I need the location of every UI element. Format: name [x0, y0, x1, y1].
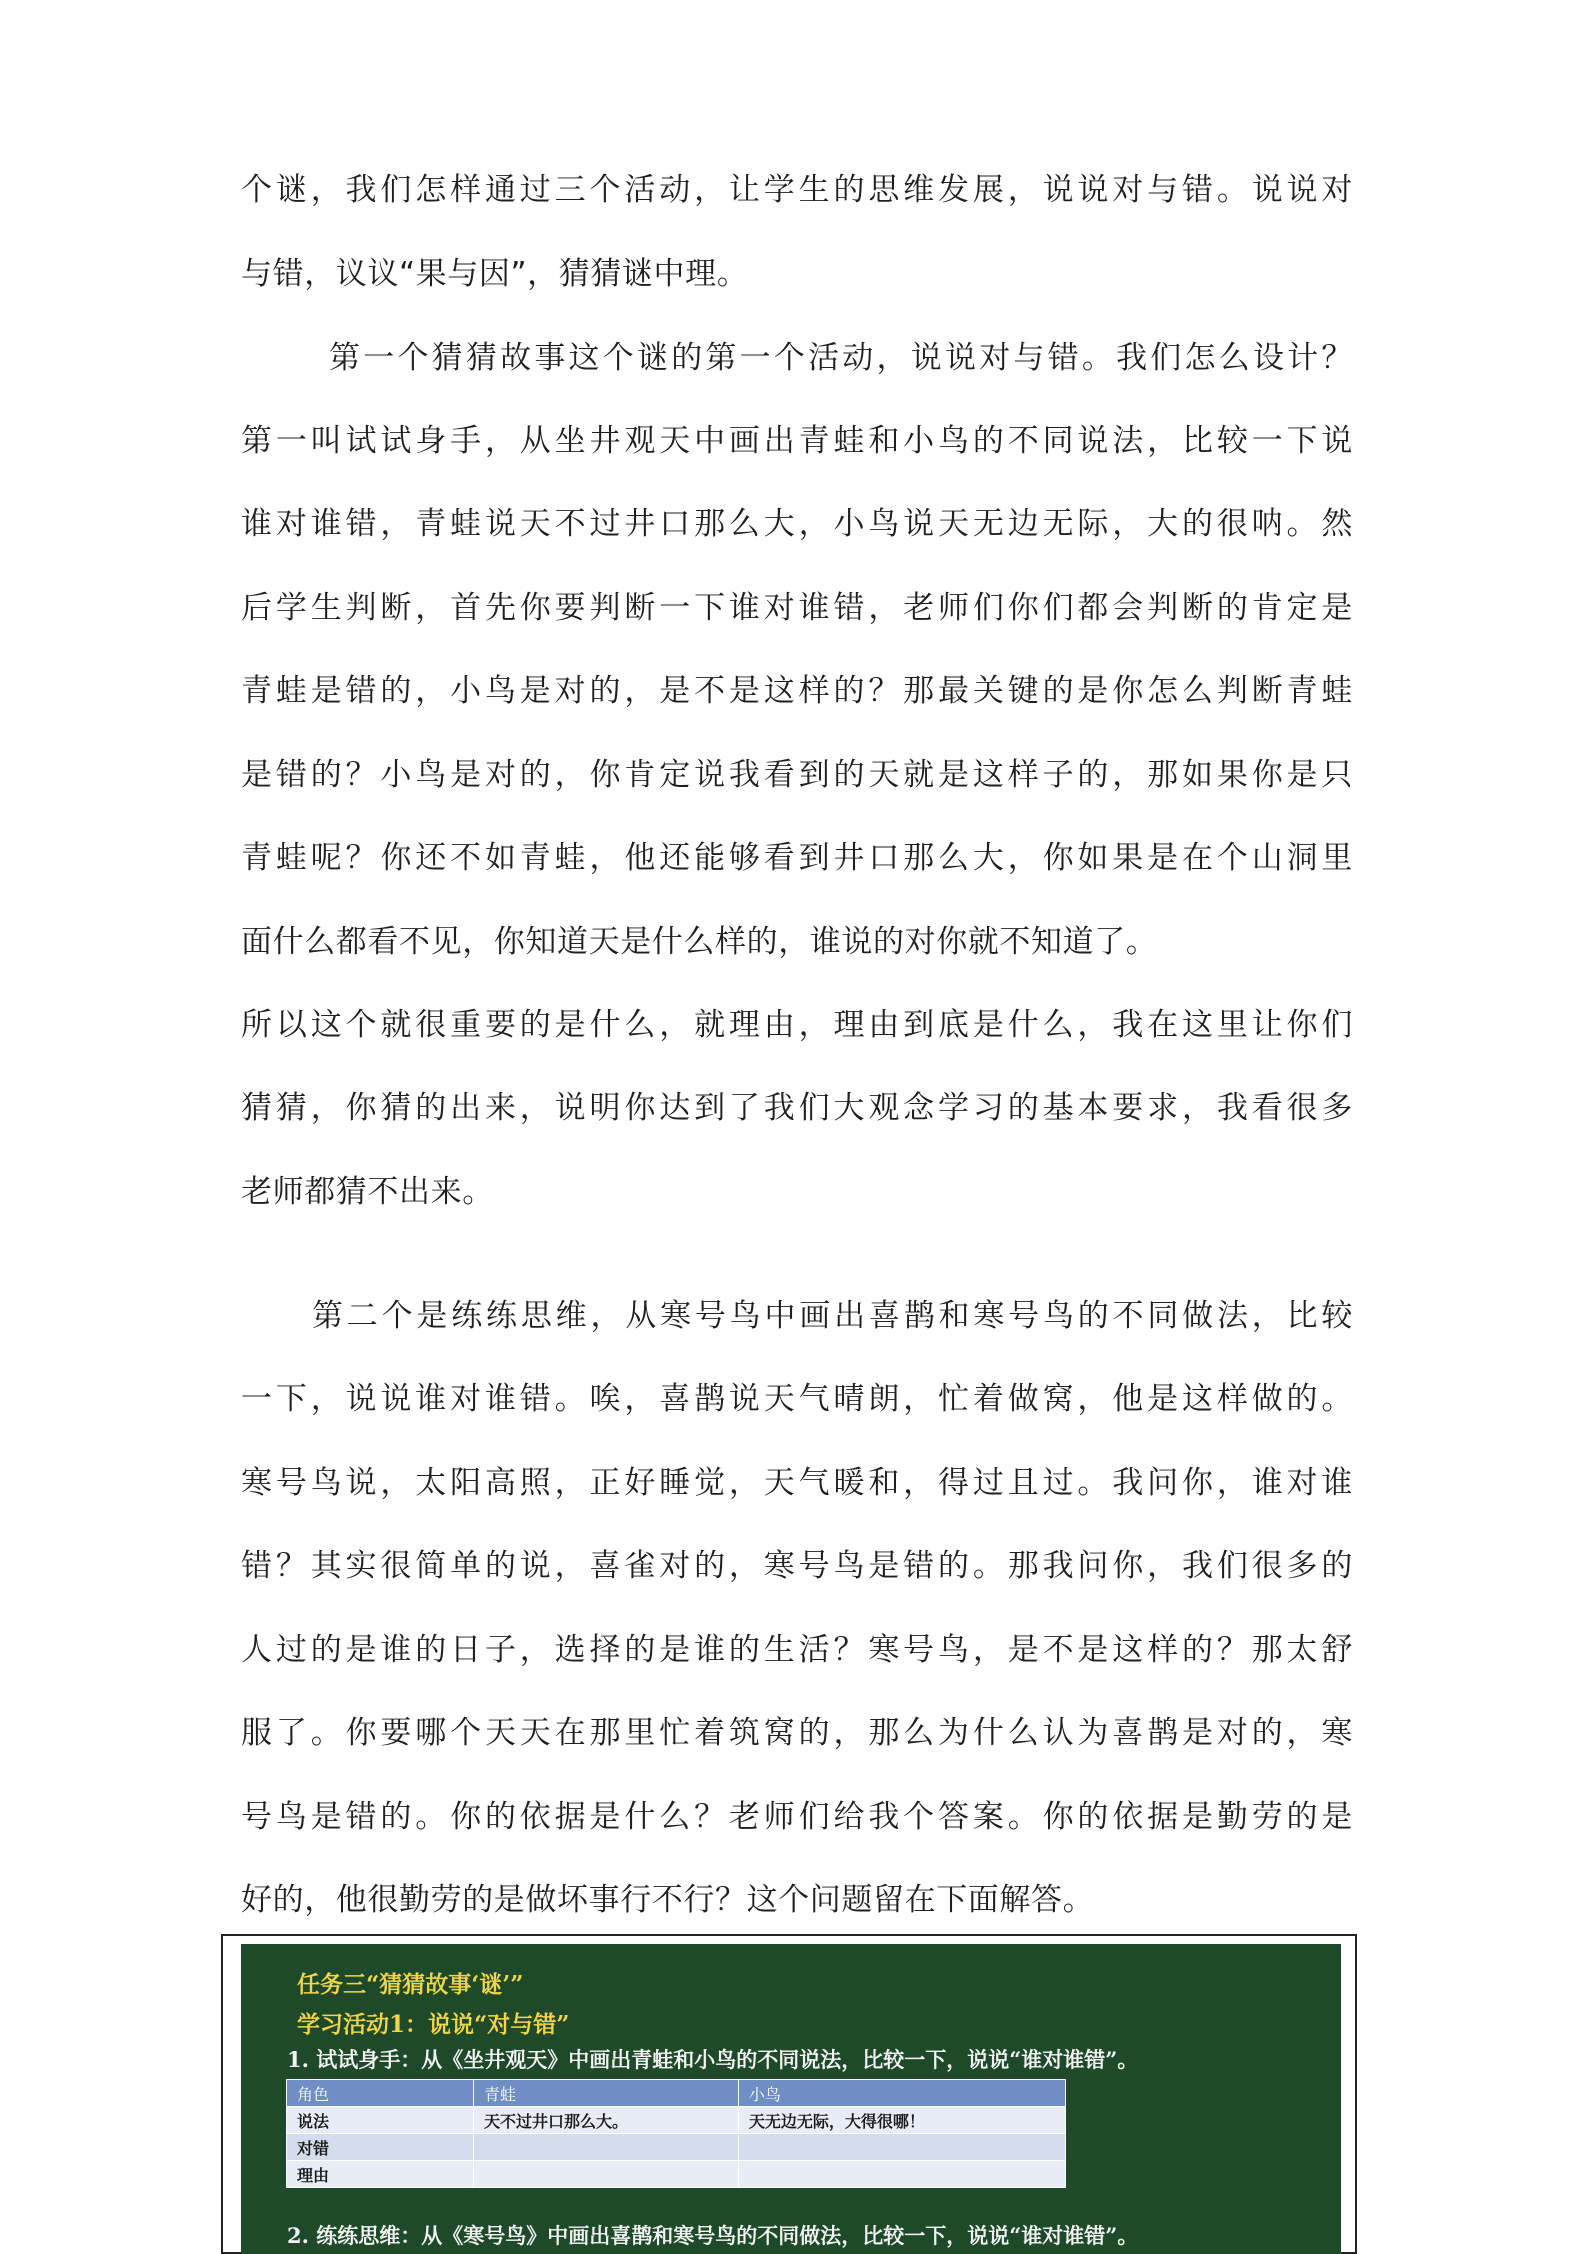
- table-cell: 天无边无际，大得很哪！: [738, 2107, 1065, 2134]
- paragraph-line: 人过的是谁的日子，选择的是谁的生活？寒号鸟，是不是这样的？那太舒: [241, 1632, 1353, 1668]
- paragraph-line: 服了。你要哪个天天在那里忙着筑窝的，那么为什么认为喜鹊是对的，寒: [241, 1715, 1353, 1751]
- slide-image: [241, 1944, 1341, 2254]
- paragraph-line: 所以这个就很重要的是什么，就理由，理由到底是什么，我在这里让你们: [241, 1007, 1353, 1043]
- paragraph-line: 第二个是练练思维，从寒号鸟中画出喜鹊和寒号鸟的不同做法，比较: [312, 1298, 1353, 1334]
- table-header: 青蛙: [473, 2080, 738, 2107]
- table-cell: 天不过井口那么大。: [473, 2107, 738, 2134]
- paragraph-line: 后学生判断，首先你要判断一下谁对谁错，老师们你们都会判断的肯定是: [241, 590, 1353, 626]
- slide-task-title: 任务三“猜猜故事‘谜’”: [297, 1971, 524, 1998]
- table-header: 角色: [287, 2080, 474, 2107]
- paragraph-line: 老师都猜不出来。: [241, 1174, 494, 1210]
- paragraph-line: 第一个猜猜故事这个谜的第一个活动，说说对与错。我们怎么设计？: [329, 340, 1353, 376]
- table-cell: 理由: [287, 2161, 474, 2188]
- slide-table: [286, 2079, 1066, 2188]
- table-cell: [738, 2134, 1065, 2161]
- paragraph-line: 猜猜，你猜的出来，说明你达到了我们大观念学习的基本要求，我看很多: [241, 1090, 1353, 1126]
- table-cell: 说法: [287, 2107, 474, 2134]
- table-cell: [738, 2161, 1065, 2188]
- table-header: 小鸟: [738, 2080, 1065, 2107]
- slide-item-1: 1. 试试身手：从《坐井观天》中画出青蛙和小鸟的不同说法，比较一下，说说“谁对谁错”。: [287, 2047, 1139, 2072]
- paragraph-line: 面什么都看不见，你知道天是什么样的，谁说的对你就不知道了。: [241, 924, 1158, 960]
- paragraph-line: 个谜，我们怎样通过三个活动，让学生的思维发展，说说对与错。说说对: [241, 172, 1353, 208]
- paragraph-line: 寒号鸟说，太阳高照，正好睡觉，天气暖和，得过且过。我问你，谁对谁: [241, 1465, 1353, 1501]
- slide-activity-title: 学习活动1：说说“对与错”: [297, 2011, 570, 2038]
- table-row: [287, 2161, 1066, 2188]
- paragraph-line: 第一叫试试身手，从坐井观天中画出青蛙和小鸟的不同说法，比较一下说: [241, 423, 1353, 459]
- table-row: [287, 2134, 1066, 2161]
- paragraph-line: 青蛙是错的，小鸟是对的，是不是这样的？那最关键的是你怎么判断青蛙: [241, 673, 1353, 709]
- table-cell: [473, 2161, 738, 2188]
- table-cell: 对错: [287, 2134, 474, 2161]
- paragraph-line: 好的，他很勤劳的是做坏事行不行？这个问题留在下面解答。: [241, 1882, 1095, 1918]
- paragraph-line: 与错，议议“果与因”，猜猜谜中理。: [241, 256, 749, 292]
- paragraph-line: 谁对谁错，青蛙说天不过井口那么大，小鸟说天无边无际，大的很呐。然: [241, 506, 1353, 542]
- table-row: [287, 2107, 1066, 2134]
- paragraph-line: 是错的？小鸟是对的，你肯定说我看到的天就是这样子的，那如果你是只: [241, 757, 1353, 793]
- paragraph-line: 一下，说说谁对谁错。唉，喜鹊说天气晴朗，忙着做窝，他是这样做的。: [241, 1381, 1353, 1417]
- table-header-row: [287, 2080, 1066, 2107]
- paragraph-line: 错？其实很简单的说，喜雀对的，寒号鸟是错的。那我问你，我们很多的: [241, 1548, 1353, 1584]
- slide-item-2: 2. 练练思维：从《寒号鸟》中画出喜鹊和寒号鸟的不同做法，比较一下，说说“谁对谁错”。: [287, 2223, 1139, 2248]
- table-cell: [473, 2134, 738, 2161]
- paragraph-line: 号鸟是错的。你的依据是什么？老师们给我个答案。你的依据是勤劳的是: [241, 1799, 1353, 1835]
- paragraph-line: 青蛙呢？你还不如青蛙，他还能够看到井口那么大，你如果是在个山洞里: [241, 840, 1353, 876]
